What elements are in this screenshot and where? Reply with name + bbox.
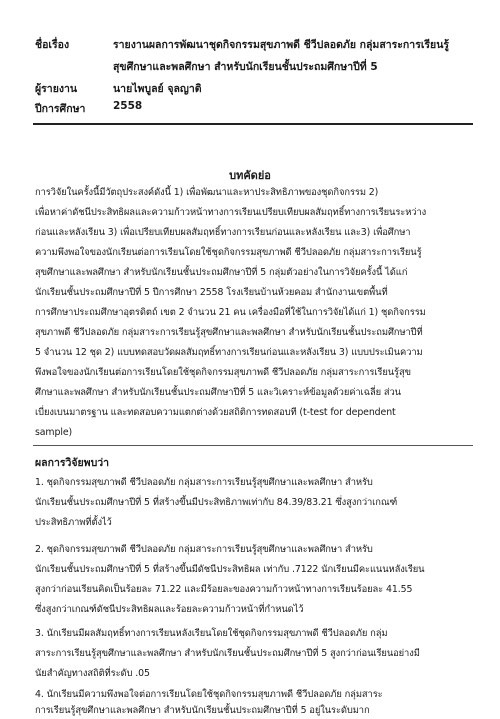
year-label: ปีการศึกษา	[35, 103, 86, 115]
subject-line-1: รายงานผลการพัฒนาชุดกิจกรรมสุขภาพดี ชีวีปลอดภัย กลุ่มสาระการเรียนรู้	[113, 39, 450, 51]
abstract-title: บทคัดย่อ	[229, 169, 271, 182]
author-label: ผู้รายงาน	[35, 83, 78, 95]
result-line: 2. ชุดกิจกรรมสุขภาพดี ชีวีปลอดภัย กลุ่มสาระการเรียนรู้สุขศึกษาและพลศึกษา สำหรับ	[35, 544, 373, 555]
result-line: ซึ่งสูงกว่าเกณฑ์ดัชนีประสิทธิผลและร้อยละความก้าวหน้าที่กำหนดไว้	[35, 604, 304, 615]
abstract-line: ความพึงพอใจของนักเรียนต่อการเรียนโดยใช้ชุดกิจกรรมสุขภาพดี ชีวีปลอดภัย กลุ่มสาระการเรียนรู้	[35, 247, 422, 258]
abstract-line: สุขศึกษาและพลศึกษา สำหรับนักเรียนชั้นประถมศึกษาปีที่ 5 กลุ่มตัวอย่างในการวิจัยครั้งนี้ ได้แก่	[35, 267, 408, 278]
result-line: 4. นักเรียนมีความพึงพอใจต่อการเรียนโดยใช้ชุดกิจกรรมสุขภาพดี ชีวีปลอดภัย กลุ่มสาระ	[35, 689, 383, 700]
abstract-line: 5 จำนวน 12 ชุด 2) แบบทดสอบวัดผลสัมฤทธิ์ทางการเรียนก่อนและหลังเรียน 3) แบบประเมินความ	[35, 347, 423, 358]
abstract-line: เพื่อหาค่าดัชนีประสิทธิผลและความก้าวหน้าทางการเรียนเปรียบเทียบผลสัมฤทธิ์ทางการเรียนระหว่าง	[35, 207, 427, 218]
abstract-line: พึงพอใจของนักเรียนต่อการเรียนโดยใช้ชุดกิจกรรมสุขภาพดี ชีวีปลอดภัย กลุ่มสาระการเรียนรู้สุข	[35, 367, 411, 378]
abstract-line: การวิจัยในครั้งนี้มีวัตถุประสงค์ดังนี้ 1) เพื่อพัฒนาและหาประสิทธิภาพของชุดกิจกรรม 2)	[35, 187, 379, 198]
result-line: ประสิทธิภาพที่ตั้งไว้	[35, 517, 112, 528]
subject-line-2: สุขศึกษาและพลศึกษา สำหรับนักเรียนชั้นประถมศึกษาปีที่ 5	[113, 61, 378, 73]
result-line: 1. ชุดกิจกรรมสุขภาพดี ชีวีปลอดภัย กลุ่มสาระการเรียนรู้สุขศึกษาและพลศึกษา สำหรับ	[35, 477, 373, 488]
abstract-line: ก่อนและหลังเรียน 3) เพื่อเปรียบเทียบผลสัมฤทธิ์ทางการเรียนก่อนและหลังเรียน และ3) เพื่อศึกษา	[35, 227, 411, 238]
abstract-line: เบี่ยงเบนมาตรฐาน และทดสอบความแตกต่างด้วยสถิติการทดสอบที (t-test for dependent	[35, 407, 396, 418]
abstract-line: sample)	[35, 427, 73, 438]
author-value: นายไพบูลย์ จุลญาติ	[113, 83, 202, 95]
abstract-line: สุขภาพดี ชีวีปลอดภัย กลุ่มสาระการเรียนรู้สุขศึกษาและพลศึกษา สำหรับนักเรียนชั้นประถมศึกษาปีที่	[35, 327, 423, 338]
result-line: นักเรียนชั้นประถมศึกษาปีที่ 5 ที่สร้างขึ้นมีประสิทธิภาพเท่ากับ 84.39/83.21 ซึ่งสูงกว่าเกณฑ์	[35, 497, 398, 508]
header-divider	[33, 123, 473, 125]
result-line: นัยสำคัญทางสถิติที่ระดับ .05	[35, 668, 150, 679]
year-value: 2558	[113, 100, 143, 112]
result-line: 3. นักเรียนมีผลสัมฤทธิ์ทางการเรียนหลังเรียนโดยใช้ชุดกิจกรรมสุขภาพดี ชีวีปลอดภัย กลุ่ม	[35, 628, 388, 639]
section-divider	[33, 445, 473, 446]
subject-label: ชื่อเรื่อง	[35, 39, 70, 51]
result-line: การเรียนรู้สุขศึกษาและพลศึกษา สำหรับนักเรียนชั้นประถมศึกษาปีที่ 5 อยู่ในระดับมาก	[35, 705, 370, 716]
result-line: สาระการเรียนรู้สุขศึกษาและพลศึกษา สำหรับนักเรียนชั้นประถมศึกษาปีที่ 5 สูงกว่าก่อนเรียนอย่างมี	[35, 648, 420, 659]
abstract-line: ศึกษาและพลศึกษา สำหรับนักเรียนชั้นประถมศึกษาปีที่ 5 และวิเคราะห์ข้อมูลด้วยค่าเฉลี่ย ส่วน	[35, 387, 401, 398]
result-line: สูงกว่าก่อนเรียนคิดเป็นร้อยละ 71.22 และมีร้อยละของความก้าวหน้าทางการเรียนร้อยละ 41.55	[35, 584, 413, 595]
results-title: ผลการวิจัยพบว่า	[35, 457, 110, 469]
abstract-line: การศึกษาประถมศึกษาอุตรดิตถ์ เขต 2 จำนวน 21 คน เครื่องมือที่ใช้ในการวิจัยได้แก่ 1) ชุดกิจกรรม	[35, 307, 426, 318]
result-line: นักเรียนชั้นประถมศึกษาปีที่ 5 ที่สร้างขึ้นมีดัชนีประสิทธิผล เท่ากับ .7122 นักเรียนมีคะแนนหลังเรียน	[35, 564, 425, 575]
abstract-line: นักเรียนชั้นประถมศึกษาปีที่ 5 ปีการศึกษา 2558 โรงเรียนบ้านห้วยคอม สำนักงานเขตพื้นที่	[35, 287, 388, 298]
